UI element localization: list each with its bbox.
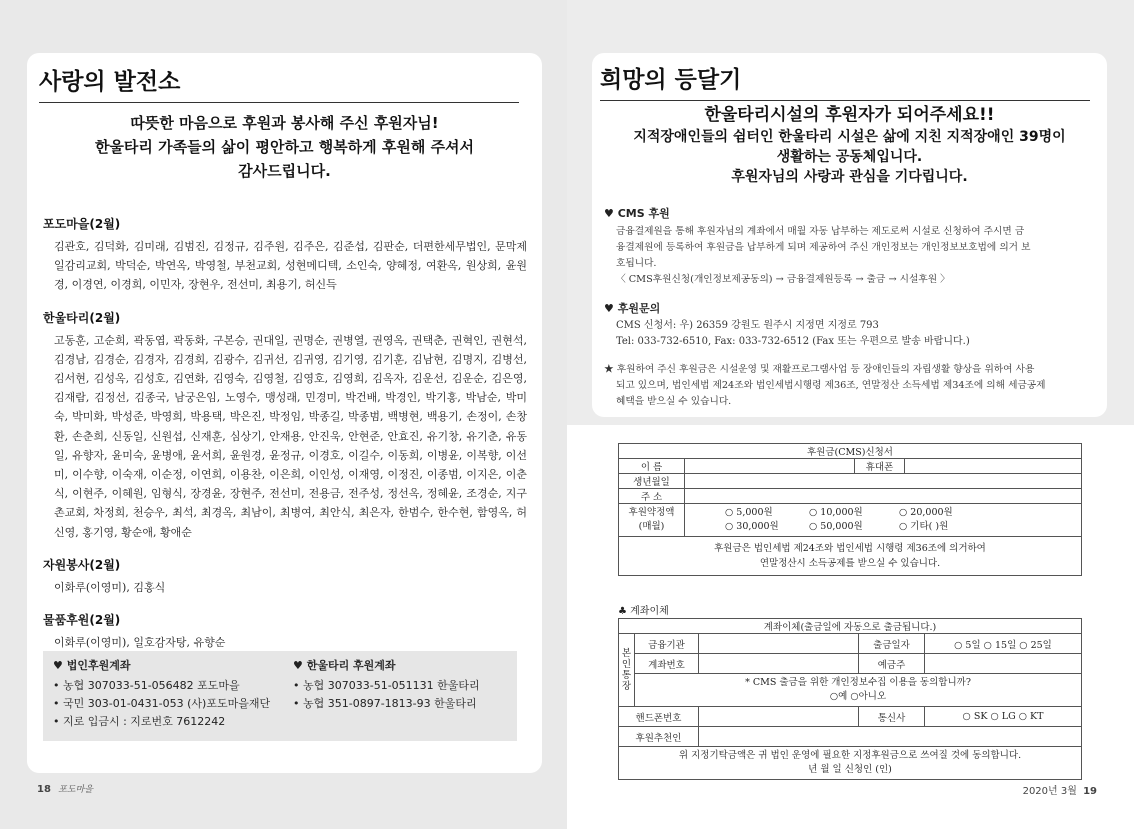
account-number-label: 계좌번호 [635,654,699,674]
cms-body [616,224,1099,288]
amount-option[interactable]: ○ 5,000원 [725,507,773,518]
group-names: 이화루(이영미), 일호감자탕, 유향순 [54,636,226,650]
form-title: 계좌이체(출금일에 자동으로 출금됩니다.) [619,619,1082,634]
mobile-field[interactable] [699,707,859,727]
hanultari-account-title: ♥ 한울타리 후원계좌 [293,659,396,672]
form-title: 후원금(CMS)신청서 [619,444,1082,459]
address-field[interactable] [685,489,1082,504]
account-line: • 농협 307033-51-056482 포도마을 [53,679,240,692]
note-line: 혜택을 받으실 수 있습니다. [616,396,732,407]
account-holder-label: 예금주 [859,654,925,674]
referrer-label: 후원추천인 [619,727,699,747]
intro-line: 한울타리 가족들의 삶이 평안하고 행복하게 후원해 주셔서 [94,138,475,156]
issue-date: 2020년 3월 [1022,786,1077,797]
account-line: • 지로 입금시 : 지로번호 7612242 [53,715,226,728]
account-line: • 농협 351-0897-1813-93 한울타리 [293,697,477,710]
inquiry-line: Tel: 033-732-6510, Fax: 033-732-6512 (Fax 또는 우편으로 발송 바랍니다.) [616,336,970,347]
corp-account-title: ♥ 법인후원계좌 [53,659,131,672]
account-line: • 국민 303-01-0431-053 (사)포도마을재단 [53,697,271,710]
birth-field[interactable] [685,474,1082,489]
inquiry-body [616,318,1099,350]
bank-transfer-form [618,618,1082,780]
name-label: 이 름 [619,459,685,474]
account-number-field[interactable] [699,654,859,674]
right-header [600,61,1090,101]
left-footer [37,782,93,795]
consent-question: * CMS 출금을 위한 개인정보수집 이용을 동의합니까? [745,677,971,688]
right-panel [592,53,1107,417]
cms-application-form [618,443,1082,576]
cms-line: 융결제원에 등록하여 후원금을 납부하게 되며 제공하여 주신 개인정보는 개인정보보호법에 의거 보 [616,242,1031,253]
page-title: 사랑의 발전소 [39,63,519,103]
cms-line: 〈 CMS후원신청(개인정보제공동의) → 금융결제원등록 → 출금 → 시설후원 〉 [616,274,950,285]
amount-sub-text: (매월) [638,521,665,532]
account-line: • 농협 307033-51-051131 한울타리 [293,679,480,692]
group-title: 자원봉사(2월) [43,557,121,572]
referrer-field[interactable] [699,727,1082,747]
carrier-label: 통신사 [859,707,925,727]
logo: 포도마을 [58,785,93,795]
intro-headline: 한울타리시설의 후원자가 되어주세요!! [704,105,995,125]
left-panel [27,53,542,773]
intro-line: 감사드립니다. [238,162,331,180]
inquiry-title: ♥ 후원문의 [604,302,661,315]
amount-options [685,504,1082,537]
intro-line: 따뜻한 마음으로 후원과 봉사해 주신 후원자님! [130,114,439,132]
hope-intro [602,103,1097,187]
cms-line: 금융결제원을 통해 후원자님의 계좌에서 매월 자동 납부하는 제도로써 시설로 신청하여 주시면 금 [616,226,1025,237]
mobile-label: 핸드폰번호 [619,707,699,727]
group-names: 이화루(이영미), 김홍식 [54,580,166,594]
note-line: 되고 있으며, 법인세법 제24조와 법인세법시행령 제36조, 연말정산 소득세법 제34조에 의해 세금공제 [616,380,1046,391]
page-title: 희망의 등달기 [600,61,1090,101]
note-line: ★ 후원하여 주신 후원금은 시설운영 및 재활프로그램사업 등 장애인들의 자립생활 향상을 위하여 사용 [604,364,1035,375]
group-title: 물품후원(2월) [43,613,121,628]
side-char: 본 [621,648,632,659]
agreement-text: 위 지정기탁금액은 귀 법인 운영에 필요한 지정후원금으로 쓰여질 것에 동의합니다. [678,750,1022,761]
amount-option[interactable]: ○ 기타( )원 [899,521,949,532]
phone-field[interactable] [905,459,1082,474]
agreement-row [619,747,1082,780]
signature-line[interactable]: 년 월 일 신청인 (인) [808,764,892,775]
name-field[interactable] [685,459,855,474]
consent-options[interactable]: ○예 ○아니오 [829,691,887,702]
amount-option[interactable]: ○ 20,000원 [899,507,953,518]
side-char: 장 [621,681,632,692]
inquiry-line: CMS 신청서: 우) 26359 강원도 원주시 지정면 지정로 793 [616,320,879,331]
own-account-label [619,634,635,707]
intro-line: 지적장애인들의 쉼터인 한울타리 시설은 삶에 지친 지적장애인 39명이 [633,129,1066,145]
tax-note-line: 후원금은 법인세법 제24조와 법인세법 시행령 제36조에 의거하여 [714,543,986,554]
cms-line: 호됩니다. [616,258,657,269]
cms-section [604,205,1099,410]
intro-line: 생활하는 공동체입니다. [776,149,923,165]
amount-option[interactable]: ○ 30,000원 [725,521,779,532]
amount-option[interactable]: ○ 50,000원 [809,521,863,532]
address-label: 주 소 [619,489,685,504]
tax-note [604,362,1099,410]
account-holder-field[interactable] [925,654,1082,674]
tax-deduction-note [619,537,1082,576]
intro-line: 후원자님의 사랑과 관심을 기다립니다. [731,169,968,185]
bank-field[interactable] [699,634,859,654]
left-header [39,63,519,103]
thanks-intro [47,111,522,183]
amount-label-text: 후원약정액 [628,507,675,518]
side-char: 통 [621,670,632,681]
cms-title: ♥ CMS 후원 [604,207,670,220]
side-char: 인 [621,659,632,670]
group-names: 김관호, 김덕화, 김미래, 김범진, 김정규, 김주원, 김주은, 김준섭, 김판순, 더편한세무법인, 문막제일감리교회, 박덕순, 박연옥, 박영철, 부천교회, 성현메디텍, 소인숙, 양혜정, 여환옥, 원상희, 윤원경, 이경연, 이경희, 이민자, 장현우, 전선미, 최용기, 허신득 [54,240,527,292]
birth-label: 생년월일 [619,474,685,489]
bank-label: 금융기관 [635,634,699,654]
page-number: 19 [1083,786,1097,797]
withdraw-date-options[interactable]: ○ 5일 ○ 15일 ○ 25일 [925,634,1082,654]
withdraw-date-label: 출금일자 [859,634,925,654]
consent-row [635,674,1082,707]
donor-list [43,203,527,683]
carrier-options[interactable]: ○ SK ○ LG ○ KT [925,707,1082,727]
page-number: 18 [37,784,51,795]
group-title: 포도마을(2월) [43,217,121,231]
tax-note-line: 연말정산시 소득공제를 받으실 수 있습니다. [759,558,941,569]
amount-option[interactable]: ○ 10,000원 [809,507,863,518]
hanultari-account [293,657,480,713]
corp-account [53,657,270,731]
amount-label [619,504,685,537]
group-names: 고동훈, 고순희, 곽동엽, 곽동화, 구본승, 권대일, 권명순, 권병열, 권영옥, 권택춘, 권혁인, 권현석, 김경남, 김경순, 김경자, 김경희, 김광수, 김귀선, 김귀영, 김기영, 김기훈, 김남현, 김명지, 김병선, 김서현, 김성옥, 김성호, 김연화, 김영숙, 김영철, 김영호, 김영희, 김옥자, 김운선, 김운순, 김은영, 김재람, 김정선, 김종국, 남궁은임, 노영수, 맹성래, 민경미, 박건배, 박경인, 박기홍, 박남순, 박미숙, 박미화, 박성준, 박영희, 박용택, 박은진, 박정임, 박종길, 박종범, 백병현, 백용기, 손정이, 손창환, 손춘희, 신동일, 신원섭, 신재훈, 심상기, 안재용, 안진욱, 안현준, 안효진, 유기창, 유기춘, 유동일, 유향자, 윤미숙, 윤병애, 윤서희, 윤원경, 윤정규, 이경호, 이길수, 이동희, 이병윤, 이복향, 이선미, 이수향, 이숙재, 이순정, 이연희, 이용찬, 이은희, 이인성, 이재영, 이정진, 이종범, 이지은, 이춘식, 이현주, 이혜원, 임형식, 장경윤, 장현주, 전선미, 전용금, 전주성, 정선옥, 정혜윤, 조경순, 지구촌교회, 차정희, 천승우, 최석, 최경옥, 최남이, 최병여, 최안식, 최은자, 한범수, 한수현, 함영옥, 허신영, 홍기영, 황순애, 황애순 [54,333,527,539]
group-title: 한울타리(2월) [43,310,121,325]
account-box [43,651,517,741]
phone-label: 휴대폰 [855,459,905,474]
right-footer [1023,782,1097,797]
transfer-title: ♣ 계좌이체 [618,606,669,617]
